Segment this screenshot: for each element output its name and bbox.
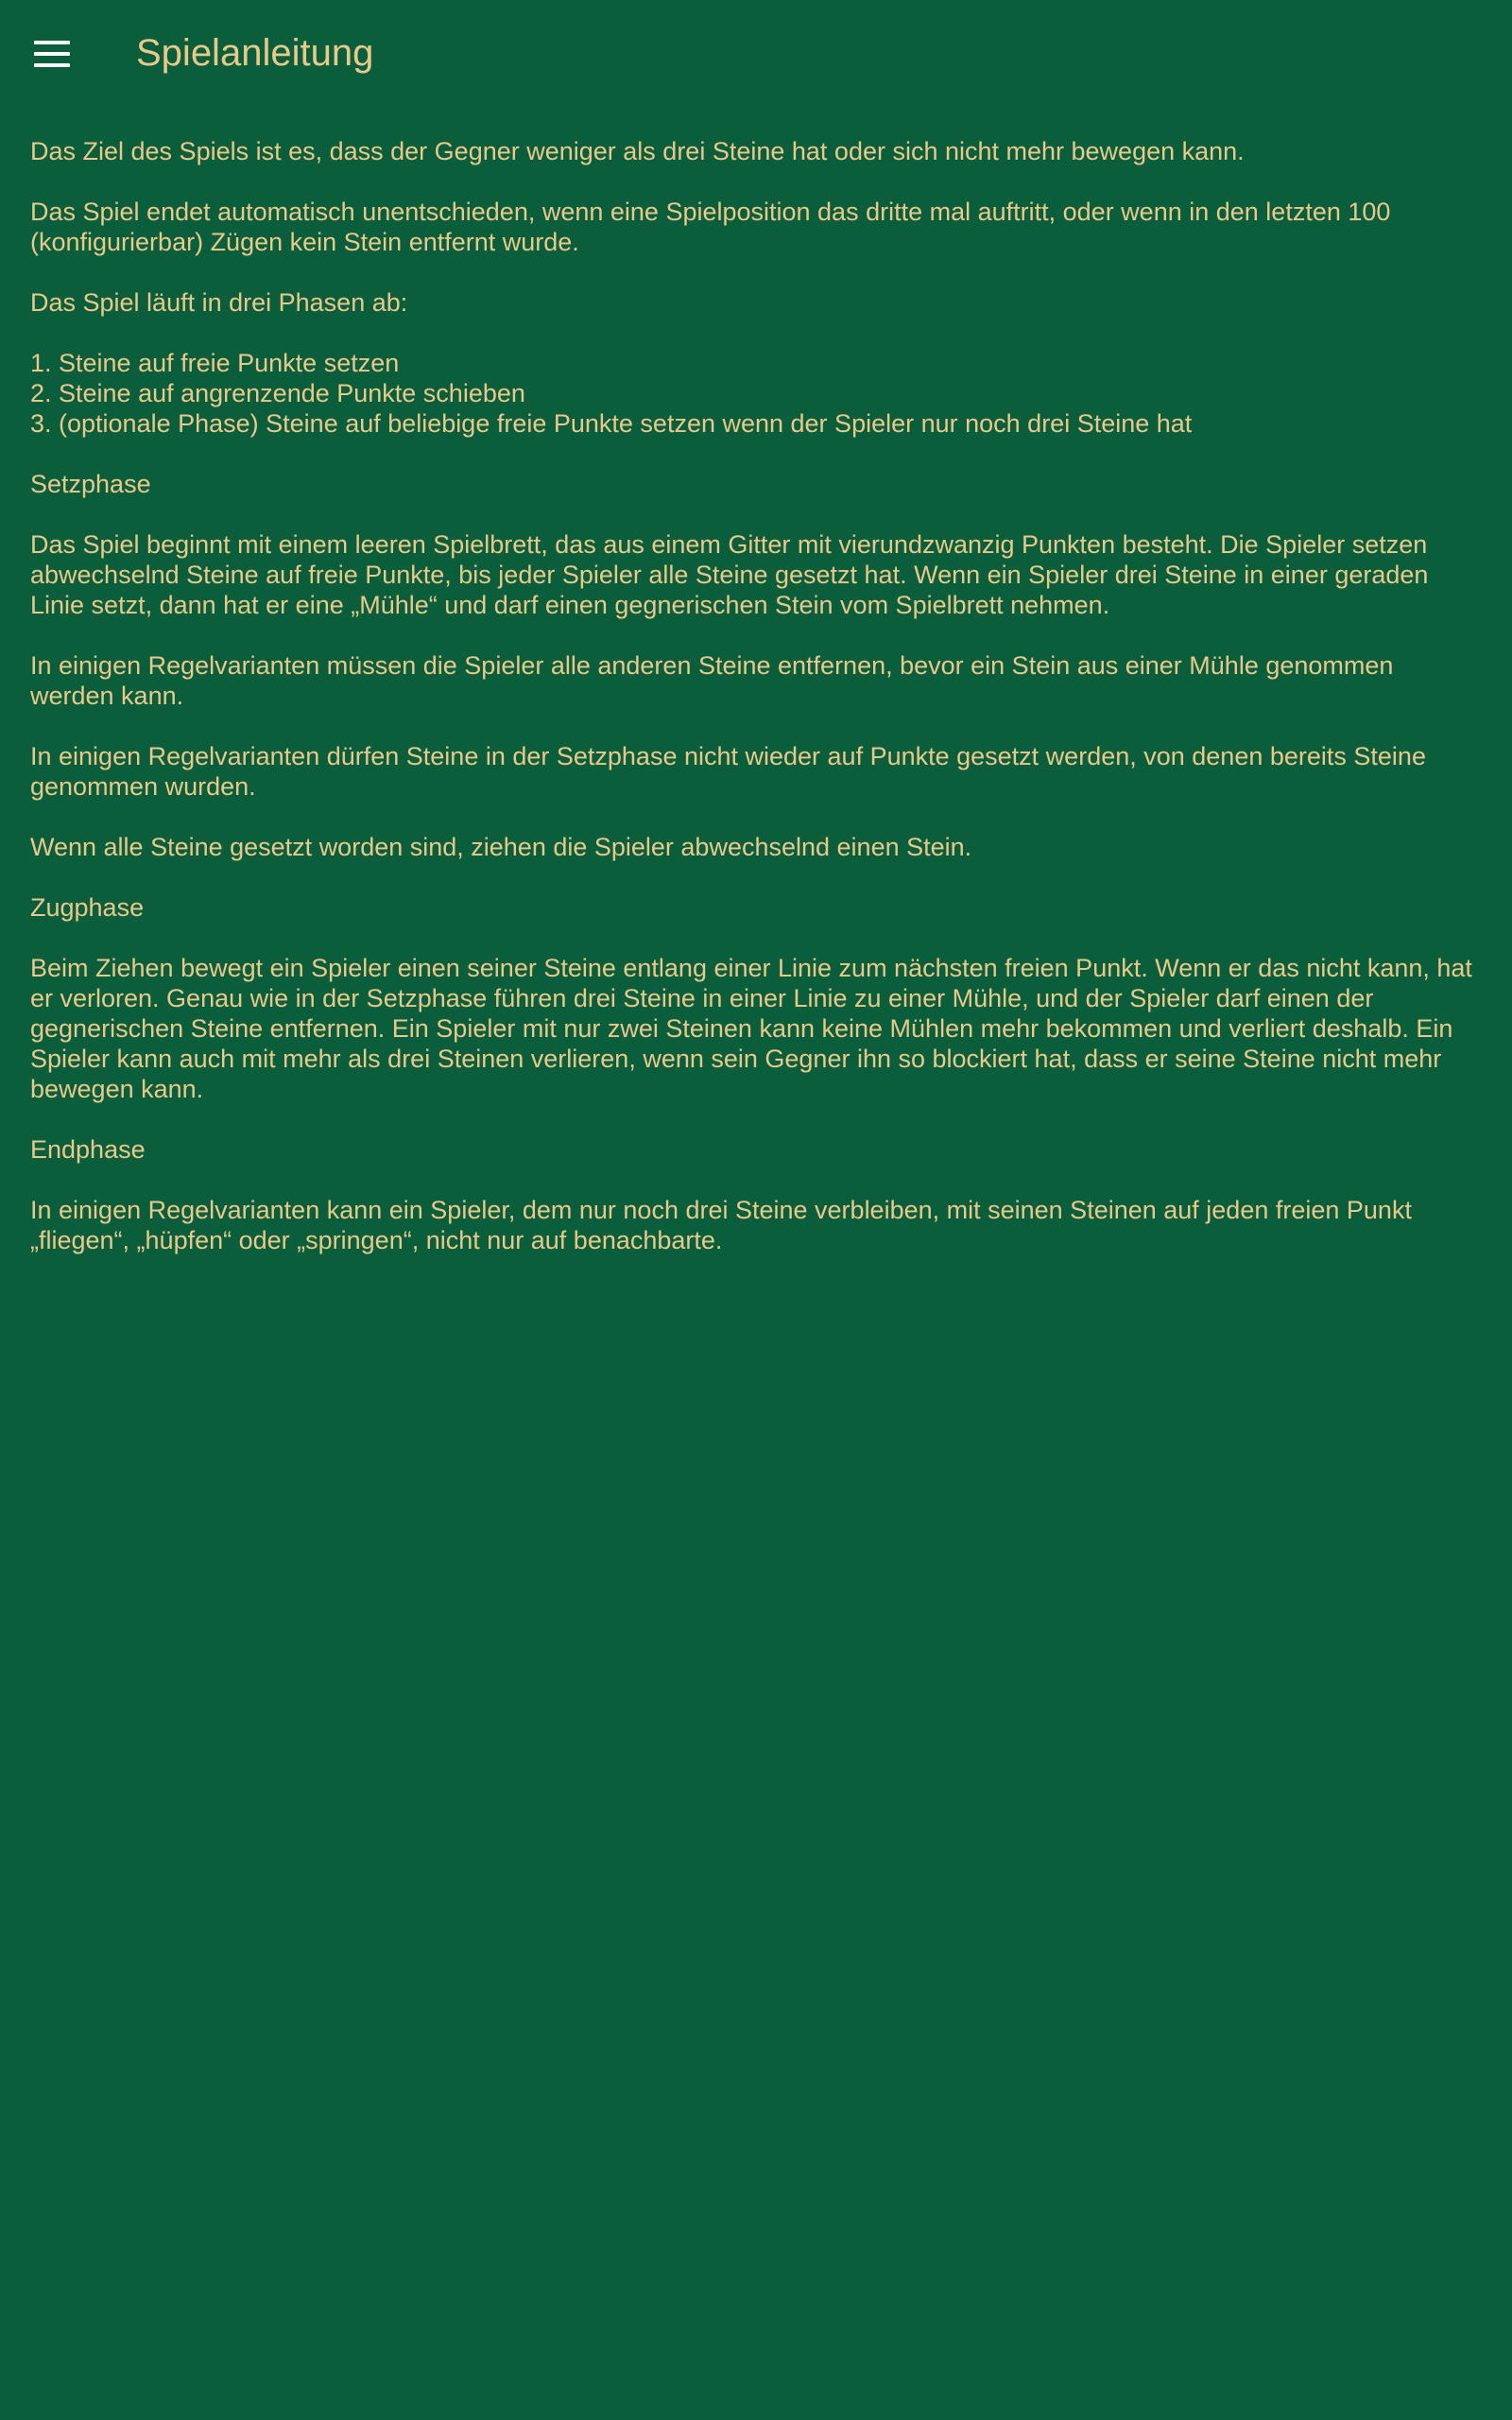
list-item: 1. Steine auf freie Punkte setzen: [30, 349, 400, 377]
list-item: 3. (optionale Phase) Steine auf beliebige freie Punkte setzen wenn der Spieler nur noch drei Steine hat: [30, 409, 1193, 438]
list-item: 2. Steine auf angrenzende Punkte schieben: [30, 379, 525, 407]
phases-list: [30, 348, 1476, 439]
end-phase-heading: Endphase: [30, 1135, 146, 1164]
moving-paragraph-1: Beim Ziehen bewegt ein Spieler einen seiner Steine entlang einer Linie zum nächsten freien Punkt. Wenn er das nicht kann, hat er verloren. Genau wie in der Setzphase führen drei Steine in einer Linie zu einer Mühle, und der Spieler darf einen der gegnerischen Steine entfernen. Ein Spieler mit nur zwei Steinen kann keine Mühlen mehr bekommen und verliert deshalb. Ein Spieler kann auch mit mehr als drei Steinen verlieren, wenn sein Gegner ihn so blockiert hat, dass er seine Steine nicht mehr bewegen kann.: [30, 954, 1472, 1103]
placing-paragraph-1: Das Spiel beginnt mit einem leeren Spielbrett, das aus einem Gitter mit vierundzwanzig Punkten besteht. Die Spieler setzen abwechselnd Steine auf freie Punkte, bis jeder Spieler alle Steine gesetzt hat. Wenn ein Spieler drei Steine in einer geraden Linie setzt, dann hat er eine „Mühle“ und darf einen gegnerischen Stein vom Spielbrett nehmen.: [30, 530, 1429, 619]
placing-paragraph-4: Wenn alle Steine gesetzt worden sind, ziehen die Spieler abwechselnd einen Stein.: [30, 833, 972, 861]
app-bar: [0, 0, 1512, 106]
page-title: Spielanleitung: [136, 32, 374, 74]
end-phase-paragraph-1: In einigen Regelvarianten kann ein Spieler, dem nur noch drei Steine verbleiben, mit seinen Steinen auf jeden freien Punkt „fliegen“, „hüpfen“ oder „springen“, nicht nur auf benachbarte.: [30, 1196, 1412, 1254]
menu-button[interactable]: [23, 26, 83, 79]
moving-phase-heading: Zugphase: [30, 893, 145, 922]
placing-phase-heading: Setzphase: [30, 470, 151, 498]
placing-paragraph-3: In einigen Regelvarianten dürfen Steine in der Setzphase nicht wieder auf Punkte gesetzt werden, von denen bereits Steine genommen wurden.: [30, 742, 1426, 801]
phases-intro: Das Spiel läuft in drei Phasen ab:: [30, 288, 408, 317]
goal-paragraph: Das Ziel des Spiels ist es, dass der Gegner weniger als drei Steine hat oder sich nicht mehr bewegen kann.: [30, 137, 1245, 165]
placing-paragraph-2: In einigen Regelvarianten müssen die Spieler alle anderen Steine entfernen, bevor ein Stein aus einer Mühle genommen werden kann.: [30, 651, 1394, 710]
draw-rule-paragraph: Das Spiel endet automatisch unentschieden, wenn eine Spielposition das dritte mal auftritt, oder wenn in den letzten 100 (konfigurierbar) Zügen kein Stein entfernt wurde.: [30, 198, 1391, 256]
rules-content: [30, 136, 1476, 1286]
